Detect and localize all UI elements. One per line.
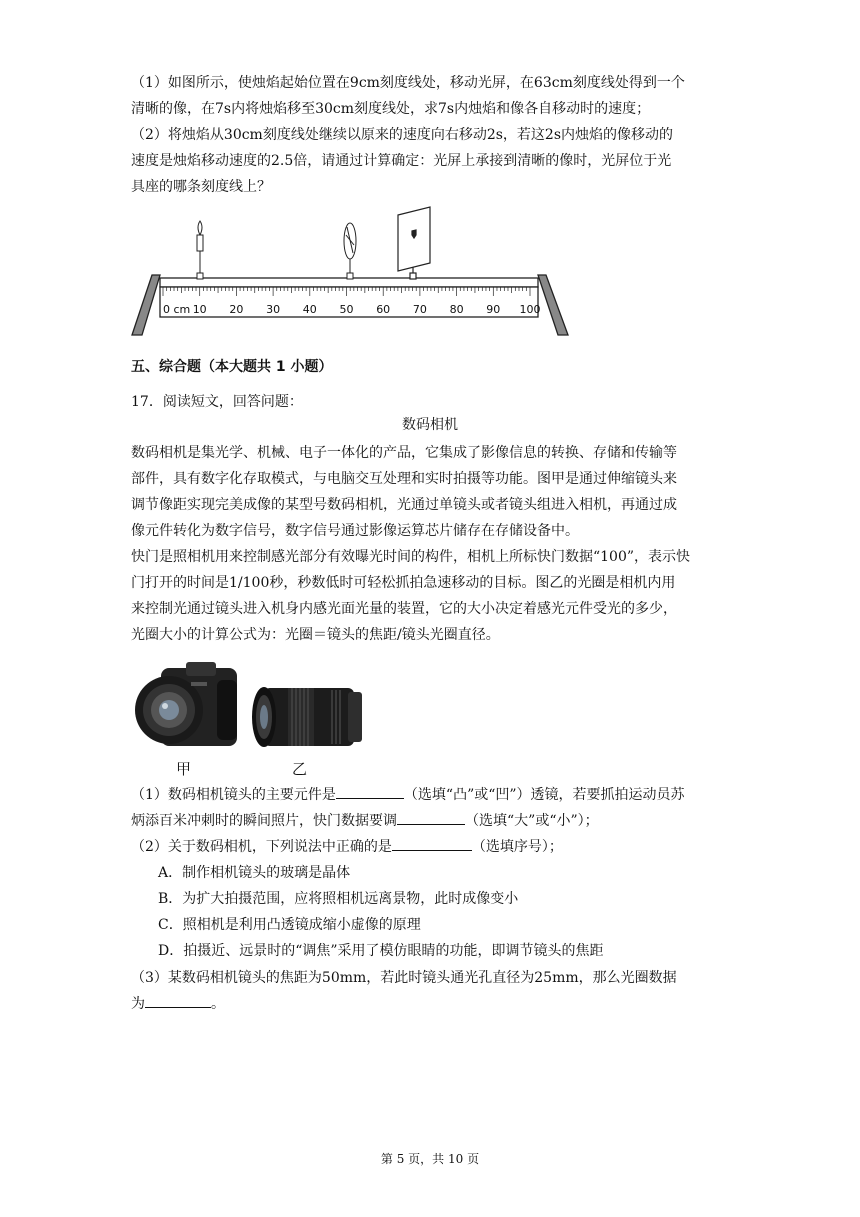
q16-line-4: 速度是烛焰移动速度的2.5倍，请通过计算确定：光屏上承接到清晰的像时，光屏位于光: [131, 153, 672, 169]
scale-tick-label: 80: [449, 303, 464, 316]
q16-line-2: 清晰的像，在7s内将烛焰移至30cm刻度线处，求7s内烛焰和像各自移动时的速度；: [131, 101, 651, 117]
subq3-text-c: 。: [211, 996, 225, 1012]
scale-tick-label: 100: [519, 303, 541, 316]
left-support: [132, 275, 160, 335]
option-d: D．拍摄近、远景时的“调焦”采用了模仿眼睛的功能，即调节镜头的焦距: [158, 943, 604, 959]
right-support: [538, 275, 568, 335]
camera-body-image: [131, 660, 241, 752]
q16-line-5: 具座的哪条刻度线上？: [131, 179, 271, 195]
answer-blank-1[interactable]: [336, 782, 404, 799]
camera-lens-image: [248, 682, 366, 752]
scale-tick-label: 20: [229, 303, 244, 316]
option-a: A．制作相机镜头的玻璃是晶体: [158, 865, 351, 881]
subq1-text-d: （选填“大”或“小”）；: [465, 813, 599, 829]
para2-line: 门打开的时间是1/100秒，秒数低时可轻松抓拍急速移动的目标。图乙的光圈是相机内用: [131, 575, 676, 591]
subq3-line2: [131, 991, 731, 1017]
scale-tick-label: 90: [486, 303, 501, 316]
subq2-text: （2）关于数码相机，下列说法中正确的是: [131, 839, 392, 855]
q16-line-1: （1）如图所示，使烛焰起始位置在9cm刻度线处，移动光屏，在63cm刻度线处得到一个: [131, 75, 685, 91]
subq2-line: [131, 834, 731, 860]
subq1-line1: [131, 782, 731, 808]
answer-blank-2[interactable]: [397, 808, 465, 825]
q16-line-3: （2）将烛焰从30cm刻度线处继续以原来的速度向右移动2s，若这2s内烛焰的像移动的: [131, 127, 674, 143]
subq1-text-a: （1）数码相机镜头的主要元件是: [131, 787, 336, 803]
answer-blank-3[interactable]: [392, 834, 472, 851]
page-footer: 第 5 页，共 10 页: [380, 1152, 480, 1166]
subq1-line2: [131, 808, 731, 834]
para1-line: 部件，具有数字化存取模式，与电脑交互处理和实时拍摄等功能。图甲是通过伸缩镜头来: [131, 471, 677, 487]
section-heading: 五、综合题（本大题共 1 小题）: [131, 359, 333, 375]
scale-unit-label: 0 cm: [163, 303, 191, 316]
optical-bench-figure: [130, 205, 570, 340]
answer-blank-4[interactable]: [145, 991, 211, 1008]
scale-tick-label: 10: [192, 303, 207, 316]
convex-lens: [344, 223, 356, 279]
para1-line: 数码相机是集光学、机械、电子一体化的产品，它集成了影像信息的转换、存储和传输等: [131, 445, 677, 461]
scale-tick-label: 60: [376, 303, 391, 316]
article-title: 数码相机: [402, 417, 458, 433]
scale-tick-label: 70: [412, 303, 427, 316]
subq1-text-b: （选填“凸”或“凹”）透镜，若要抓拍运动员苏: [403, 787, 685, 803]
subq1-text-c: 炳添百米冲刺时的瞬间照片，快门数据要调: [131, 813, 397, 829]
para1-line: 调节像距实现完美成像的某型号数码相机，光通过单镜头或者镜头组进入相机，再通过成: [131, 497, 677, 513]
para2-line: 来控制光通过镜头进入机身内感光面光量的装置，它的大小决定着感光元件受光的多少，: [131, 601, 677, 617]
subq3-text-b: 为: [131, 996, 145, 1012]
para1-line: 像元件转化为数字信号，数字信号通过影像运算芯片储存在存储设备中。: [131, 523, 579, 539]
subq2-text-b: （选填序号）；: [471, 839, 563, 855]
candle: [197, 221, 203, 279]
caption-jia: 甲: [176, 760, 192, 778]
scale-tick-label: 50: [339, 303, 354, 316]
caption-yi: 乙: [292, 760, 308, 778]
scale-tick-label: 40: [302, 303, 317, 316]
option-c: C．照相机是利用凸透镜成缩小虚像的原理: [158, 917, 421, 933]
subq3-line1: （3）某数码相机镜头的焦距为50mm，若此时镜头通光孔直径为25mm，那么光圈数据: [131, 970, 677, 986]
option-b: B．为扩大拍摄范围，应将照相机远离景物，此时成像变小: [158, 891, 519, 907]
q17-intro: 17．阅读短文，回答问题：: [131, 394, 303, 410]
para2-line: 快门是照相机用来控制感光部分有效曝光时间的构件，相机上所标快门数据“100”，表示快: [131, 549, 691, 565]
light-screen: [398, 207, 430, 279]
para2-line: 光圈大小的计算公式为：光圈＝镜头的焦距/镜头光圈直径。: [131, 627, 500, 643]
scale-tick-label: 30: [266, 303, 281, 316]
